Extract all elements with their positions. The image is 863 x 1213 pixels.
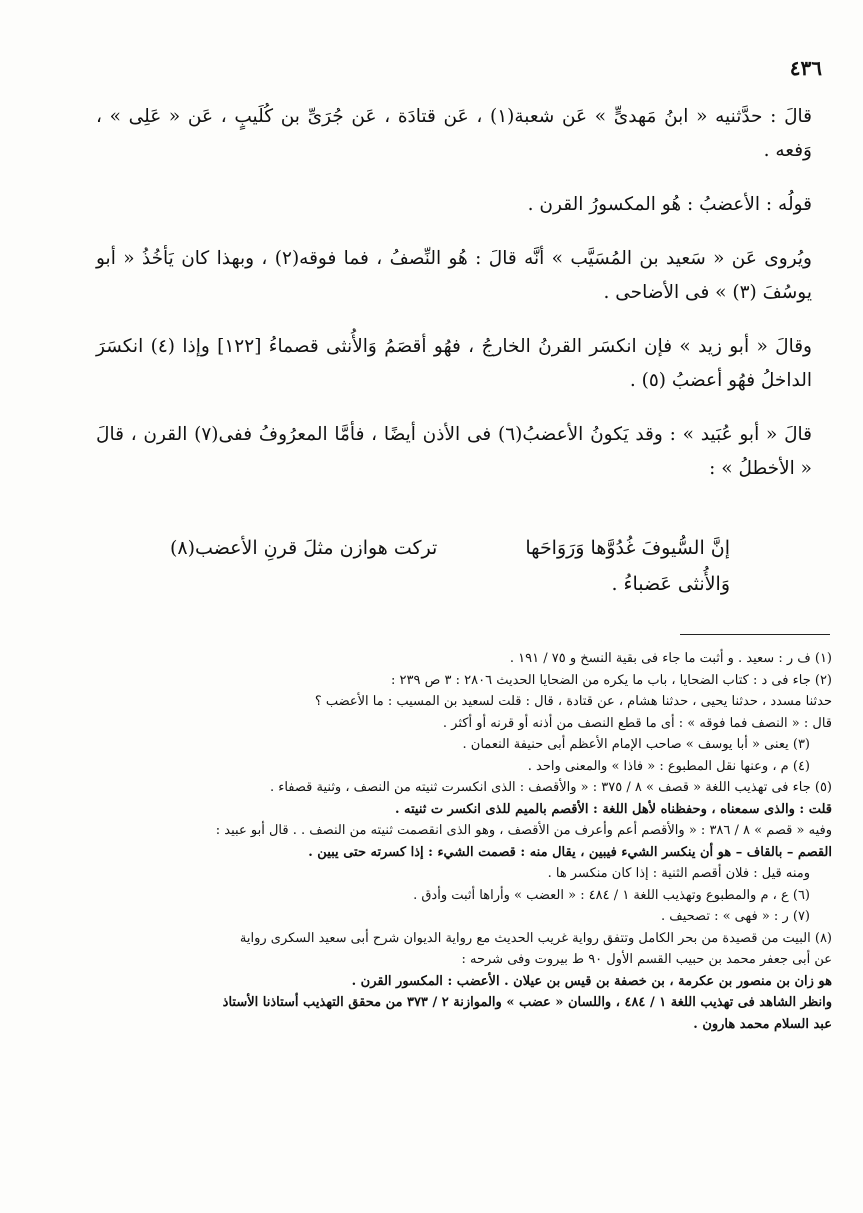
footnote-continuation: وانظر الشاهد فى تهذيب اللغة ١ / ٤٨٤ ، واللسان « عضب » والموازنة ٢ / ٣٧٣ من محقق التهذيب أستاذنا الأستاذ (222, 995, 832, 1010)
footnote: (٣) يعنى « أبا يوسف » صاحب الإمام الأعظم أبى حنيفة النعمان . (462, 737, 810, 752)
footnote-continuation: عن أبى جعفر محمد بن حبيب القسم الأول ٩٠ ط بيروت وفى شرحه : (461, 952, 832, 967)
footnote-continuation: قال : « النصف فما فوقه » : أى ما قطع النصف من أذنه أو قرنه أو أكثر . (442, 715, 832, 731)
footnote: (٨) البيت من قصيدة من بحر الكامل وتتفق رواية غريب الحديث مع رواية الديوان شرح أبى سعيد السكرى رواية (239, 930, 832, 946)
footnote-divider (680, 634, 830, 635)
footnote-continuation: هو زان بن منصور بن عكرمة ، بن خصفة بن قيس بن عيلان . الأعضب : المكسور القرن . (351, 973, 832, 989)
footnote: (٤) م ، وعنها نقل المطبوع : « فاذا » والمعنى واحد . (527, 758, 810, 774)
footnote-continuation: القصم – بالقاف – هو أن ينكسر الشيء فيبين ، يقال منه : قصمت الشيء : إذا كسرته حتى يبين . (308, 844, 832, 860)
paragraph-5: قالَ « أبو عُبَيد » : وقد يَكونُ الأعضبُ(٦) فى الأذن أيضًا ، فأمَّا المعرُوفُ ففى(٧) القرن ، قالَ « الأخطلُ » : (96, 424, 813, 479)
footnote: (٥) جاء فى تهذيب اللغة « قصف » ٨ / ٣٧٥ : « والأقصف : الذى انكسرت ثنيته من النصف ، وثنية قصفاء . (269, 780, 832, 795)
paragraph-4: وقالَ « أبو زيد » فإن انكسَر القرنُ الخارجُ ، فهُو أقصَمُ وَالأُنثى قصماءُ [١٢٢] وإذا (٤) انكسَرَ الداخلُ فهُو أعضبُ (٥) . (96, 336, 812, 391)
footnote: (٢) جاء فى د : كتاب الضحايا ، باب ما يكره من الضحايا الحديث ٢٨٠٦ : ٣ ص ٢٣٩ : (391, 672, 832, 688)
paragraph-2: قولُه : الأعضبُ : هُو المكسورُ القرن . (527, 194, 812, 215)
verse-line (170, 530, 730, 566)
footnotes (88, 648, 832, 1035)
footnote-continuation: عبد السلام محمد هارون . (693, 1016, 832, 1032)
footnote: (٧) ر : « فهى » : تصحيف . (661, 909, 810, 924)
footnote-continuation: ومنه قيل : فلان أقصم الثنية : إذا كان منكسر ها . (547, 866, 810, 881)
footnote: (١) ف ر : سعيد . و أثبت ما جاء فى بقية النسخ و ٧٥ / ١٩١ . (509, 651, 832, 666)
verse-hemistich-first: إنَّ السُّيوفَ غُدُوَّها وَرَوَاحَها (525, 537, 730, 559)
footnote-continuation: قلت : والذى سمعناه ، وحفظناه لأهل اللغة : الأقصم بالميم للذى انكسر ت ثنيته . (394, 801, 832, 817)
main-text (96, 100, 812, 506)
verse-continuation: وَالأُنثى عَضباءُ . (611, 573, 730, 595)
footnote: (٦) ع ، م والمطبوع وتهذيب اللغة ١ / ٤٨٤ : « العضب » وأراها أثبت وأدق . (413, 887, 810, 903)
poem-verse (170, 530, 730, 602)
footnote-continuation: وفيه « قصم » ٨ / ٣٨٦ : « والأقصم أعم وأعرف من الأقصف ، وهو الذى انقصمت ثنيته من النصف . . قال أبو عبيد : (215, 823, 832, 838)
footnote-continuation: حدثنا مسدد ، حدثنا يحيى ، حدثنا هشام ، عن قتادة ، قال : قلت لسعيد بن المسيب : ما الأعضب ؟ (314, 694, 832, 709)
verse-hemistich-second: تركت هوازن مثلَ قرنِ الأعضب(٨) (170, 537, 438, 559)
paragraph-3: ويُروى عَن « سَعيد بن المُسَيَّب » أنَّه قالَ : هُو النِّصفُ ، فما فوقه(٢) ، وبهذا كان يَأخُذُ « أبو يوسُفَ (٣) » فى الأضاحى . (96, 248, 812, 303)
paragraph-1: قالَ : حدَّثنيه « ابنُ مَهدىٍّ » عَن شعبة(١) ، عَن قتادَة ، عَن جُرَىِّ بن كُلَيبٍ ، عَن « عَلِى » ، وَفعه . (96, 106, 812, 161)
page-number: ٤٣٦ (789, 56, 822, 80)
